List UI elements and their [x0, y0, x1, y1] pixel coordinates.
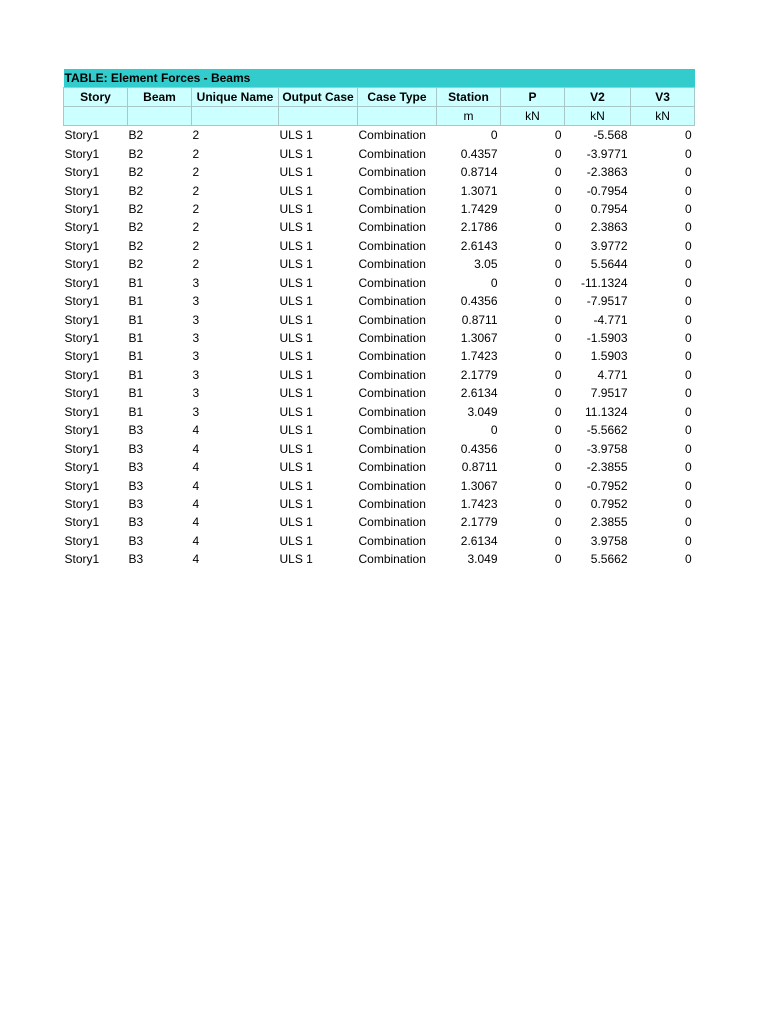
cell-story: Story1 [64, 183, 100, 198]
cell-v2: 2.3855 [590, 515, 628, 530]
cell-v2: -2.3855 [586, 460, 628, 475]
cell-beam: B3 [128, 441, 144, 456]
cell-station: 2.1779 [460, 515, 498, 530]
cell-story: Story1 [64, 386, 100, 401]
cell-output-case: ULS 1 [279, 331, 313, 346]
cell-story: Story1 [64, 312, 100, 327]
cell-output-case: ULS 1 [279, 146, 313, 161]
cell-unique-name: 3 [192, 275, 200, 290]
cell-p: 0 [554, 257, 562, 272]
cell-v2: 0.7954 [590, 201, 628, 216]
cell-v3: 0 [684, 349, 692, 364]
cell-p: 0 [554, 533, 562, 548]
cell-p: 0 [554, 183, 562, 198]
cell-v2: -3.9758 [586, 441, 628, 456]
cell-v2: -5.5662 [586, 423, 628, 438]
cell-story: Story1 [64, 201, 100, 216]
cell-p: 0 [554, 146, 562, 161]
column-header-v3: V3 [631, 88, 695, 107]
cell-station: 0 [490, 423, 498, 438]
cell-v2: 7.9517 [590, 386, 628, 401]
spreadsheet [63, 69, 694, 569]
cell-v3: 0 [684, 275, 692, 290]
cell-v2: -11.1324 [581, 275, 628, 290]
cell-output-case: ULS 1 [279, 367, 313, 382]
cell-p: 0 [554, 294, 562, 309]
table-row [64, 347, 695, 365]
cell-case-type: Combination [358, 460, 426, 475]
unit-case-type [358, 107, 437, 126]
cell-beam: B3 [128, 533, 144, 548]
table-row [64, 439, 695, 457]
cell-p: 0 [554, 460, 562, 475]
cell-unique-name: 3 [192, 367, 200, 382]
cell-p: 0 [554, 165, 562, 180]
cell-output-case: ULS 1 [279, 386, 313, 401]
unit-p: kN [501, 107, 565, 126]
cell-beam: B3 [128, 478, 144, 493]
cell-case-type: Combination [358, 423, 426, 438]
cell-beam: B1 [128, 386, 144, 401]
cell-story: Story1 [64, 515, 100, 530]
cell-v3: 0 [684, 404, 692, 419]
cell-case-type: Combination [358, 349, 426, 364]
cell-v3: 0 [684, 367, 692, 382]
column-header-case-type: Case Type [358, 88, 437, 107]
cell-v2: 0.7952 [590, 496, 628, 511]
cell-unique-name: 2 [192, 220, 200, 235]
cell-v3: 0 [684, 515, 692, 530]
cell-beam: B1 [128, 294, 144, 309]
cell-v3: 0 [684, 496, 692, 511]
cell-station: 1.7423 [460, 496, 498, 511]
unit-v3: kN [631, 107, 695, 126]
cell-station: 0.8711 [461, 312, 498, 327]
column-header-station: Station [437, 88, 501, 107]
cell-v3: 0 [684, 257, 692, 272]
cell-v3: 0 [684, 460, 692, 475]
cell-case-type: Combination [358, 496, 426, 511]
cell-unique-name: 4 [192, 423, 200, 438]
table-row [64, 458, 695, 476]
cell-v3: 0 [684, 386, 692, 401]
cell-p: 0 [554, 386, 562, 401]
cell-beam: B2 [128, 257, 144, 272]
cell-output-case: ULS 1 [279, 349, 313, 364]
cell-story: Story1 [64, 552, 100, 567]
unit-beam [128, 107, 192, 126]
cell-story: Story1 [64, 128, 100, 143]
cell-unique-name: 4 [192, 496, 200, 511]
cell-v3: 0 [684, 238, 692, 253]
cell-story: Story1 [64, 533, 100, 548]
unit-unique-name [192, 107, 279, 126]
table-row [64, 495, 695, 513]
table-row [64, 421, 695, 439]
column-header-p: P [501, 88, 565, 107]
cell-unique-name: 3 [192, 404, 200, 419]
cell-v3: 0 [684, 294, 692, 309]
cell-output-case: ULS 1 [279, 165, 313, 180]
cell-unique-name: 2 [192, 128, 200, 143]
cell-p: 0 [554, 275, 562, 290]
cell-beam: B3 [128, 423, 144, 438]
cell-v3: 0 [684, 312, 692, 327]
cell-p: 0 [554, 201, 562, 216]
cell-case-type: Combination [358, 294, 426, 309]
cell-story: Story1 [64, 460, 100, 475]
cell-v2: -3.9771 [586, 146, 628, 161]
column-header-story: Story [64, 88, 128, 107]
cell-output-case: ULS 1 [279, 460, 313, 475]
cell-p: 0 [554, 478, 562, 493]
table-row [64, 163, 695, 181]
cell-unique-name: 3 [192, 349, 200, 364]
cell-unique-name: 3 [192, 312, 200, 327]
cell-story: Story1 [64, 146, 100, 161]
cell-v2: 2.3863 [590, 220, 628, 235]
cell-case-type: Combination [358, 404, 426, 419]
cell-case-type: Combination [358, 201, 426, 216]
cell-v3: 0 [684, 165, 692, 180]
table-row [64, 181, 695, 199]
cell-unique-name: 4 [192, 460, 200, 475]
cell-output-case: ULS 1 [279, 201, 313, 216]
cell-output-case: ULS 1 [279, 423, 313, 438]
cell-v3: 0 [684, 441, 692, 456]
cell-story: Story1 [64, 257, 100, 272]
cell-v2: 5.5644 [590, 257, 628, 272]
table-body [64, 126, 695, 569]
cell-story: Story1 [64, 367, 100, 382]
cell-case-type: Combination [358, 220, 426, 235]
table-row [64, 550, 695, 568]
cell-output-case: ULS 1 [279, 128, 313, 143]
cell-case-type: Combination [358, 441, 426, 456]
cell-output-case: ULS 1 [279, 238, 313, 253]
cell-v2: -0.7954 [586, 183, 628, 198]
cell-case-type: Combination [358, 367, 426, 382]
cell-case-type: Combination [358, 165, 426, 180]
cell-case-type: Combination [358, 183, 426, 198]
cell-station: 3.049 [467, 404, 498, 419]
cell-output-case: ULS 1 [279, 496, 313, 511]
cell-unique-name: 3 [192, 331, 200, 346]
table-row [64, 513, 695, 531]
cell-unique-name: 2 [192, 201, 200, 216]
cell-output-case: ULS 1 [279, 312, 313, 327]
cell-v2: -0.7952 [586, 478, 628, 493]
cell-p: 0 [554, 441, 562, 456]
table-row [64, 126, 695, 145]
table-row [64, 292, 695, 310]
cell-output-case: ULS 1 [279, 441, 313, 456]
cell-unique-name: 3 [192, 294, 200, 309]
cell-beam: B2 [128, 183, 144, 198]
cell-p: 0 [554, 128, 562, 143]
table-row [64, 532, 695, 550]
table-row [64, 144, 695, 162]
table-title: TABLE: Element Forces - Beams [64, 69, 695, 88]
cell-story: Story1 [64, 404, 100, 419]
cell-beam: B3 [128, 496, 144, 511]
cell-beam: B2 [128, 128, 144, 143]
element-forces-table [63, 69, 695, 569]
cell-station: 2.6134 [460, 533, 498, 548]
cell-story: Story1 [64, 441, 100, 456]
cell-v3: 0 [684, 128, 692, 143]
cell-station: 2.1786 [460, 220, 498, 235]
cell-v3: 0 [684, 552, 692, 567]
column-header-row [64, 88, 695, 107]
cell-output-case: ULS 1 [279, 275, 313, 290]
cell-beam: B1 [128, 312, 144, 327]
cell-station: 3.049 [467, 552, 498, 567]
cell-beam: B2 [128, 238, 144, 253]
cell-beam: B3 [128, 460, 144, 475]
cell-beam: B2 [128, 165, 144, 180]
cell-unique-name: 4 [192, 533, 200, 548]
cell-case-type: Combination [358, 515, 426, 530]
cell-unique-name: 4 [192, 552, 200, 567]
cell-station: 1.7429 [460, 201, 498, 216]
cell-output-case: ULS 1 [279, 220, 313, 235]
cell-station: 1.7423 [460, 349, 498, 364]
table-title-row [64, 69, 695, 88]
cell-v2: 5.5662 [590, 552, 628, 567]
table-row [64, 255, 695, 273]
cell-v2: 1.5903 [590, 349, 628, 364]
cell-beam: B2 [128, 220, 144, 235]
cell-p: 0 [554, 349, 562, 364]
cell-output-case: ULS 1 [279, 183, 313, 198]
column-header-v2: V2 [565, 88, 631, 107]
cell-case-type: Combination [358, 257, 426, 272]
cell-station: 0.4357 [460, 146, 498, 161]
cell-station: 3.05 [474, 257, 498, 272]
cell-beam: B1 [128, 367, 144, 382]
cell-v3: 0 [684, 423, 692, 438]
cell-p: 0 [554, 331, 562, 346]
table-row [64, 384, 695, 402]
cell-beam: B1 [128, 404, 144, 419]
cell-story: Story1 [64, 478, 100, 493]
cell-v2: -5.568 [593, 128, 628, 143]
cell-story: Story1 [64, 238, 100, 253]
cell-beam: B3 [128, 515, 144, 530]
unit-output-case [279, 107, 358, 126]
cell-story: Story1 [64, 294, 100, 309]
column-header-unique-name: Unique Name [192, 88, 279, 107]
unit-station: m [437, 107, 501, 126]
cell-story: Story1 [64, 275, 100, 290]
cell-station: 0.4356 [460, 441, 498, 456]
table-row [64, 274, 695, 292]
cell-v2: 3.9772 [590, 238, 628, 253]
cell-v3: 0 [684, 533, 692, 548]
table-row [64, 237, 695, 255]
cell-case-type: Combination [358, 146, 426, 161]
table-row [64, 329, 695, 347]
cell-case-type: Combination [358, 275, 426, 290]
cell-output-case: ULS 1 [279, 533, 313, 548]
cell-case-type: Combination [358, 478, 426, 493]
cell-v2: -4.771 [593, 312, 628, 327]
cell-output-case: ULS 1 [279, 478, 313, 493]
cell-p: 0 [554, 238, 562, 253]
table-row [64, 403, 695, 421]
cell-unique-name: 2 [192, 183, 200, 198]
cell-story: Story1 [64, 165, 100, 180]
cell-case-type: Combination [358, 128, 426, 143]
unit-story [64, 107, 128, 126]
cell-station: 2.1779 [460, 367, 498, 382]
cell-v2: -7.9517 [586, 294, 628, 309]
cell-v2: 11.1324 [585, 404, 628, 419]
cell-output-case: ULS 1 [279, 552, 313, 567]
cell-beam: B1 [128, 331, 144, 346]
cell-v3: 0 [684, 201, 692, 216]
cell-story: Story1 [64, 331, 100, 346]
cell-case-type: Combination [358, 386, 426, 401]
unit-v2: kN [565, 107, 631, 126]
cell-v3: 0 [684, 331, 692, 346]
cell-unique-name: 2 [192, 146, 200, 161]
cell-output-case: ULS 1 [279, 294, 313, 309]
cell-case-type: Combination [358, 552, 426, 567]
units-row [64, 107, 695, 126]
cell-unique-name: 2 [192, 238, 200, 253]
cell-case-type: Combination [358, 238, 426, 253]
cell-beam: B2 [128, 201, 144, 216]
cell-v2: -1.5903 [586, 331, 628, 346]
cell-station: 0 [490, 275, 498, 290]
cell-p: 0 [554, 552, 562, 567]
cell-station: 0 [490, 128, 498, 143]
column-header-output-case: Output Case [279, 88, 358, 107]
cell-station: 1.3071 [460, 183, 498, 198]
cell-v3: 0 [684, 146, 692, 161]
cell-unique-name: 4 [192, 515, 200, 530]
cell-output-case: ULS 1 [279, 404, 313, 419]
cell-v3: 0 [684, 478, 692, 493]
cell-p: 0 [554, 312, 562, 327]
cell-case-type: Combination [358, 312, 426, 327]
cell-station: 0.8714 [460, 165, 498, 180]
cell-case-type: Combination [358, 331, 426, 346]
cell-station: 0.4356 [460, 294, 498, 309]
cell-story: Story1 [64, 220, 100, 235]
cell-v2: 4.771 [597, 367, 628, 382]
cell-story: Story1 [64, 349, 100, 364]
cell-p: 0 [554, 515, 562, 530]
cell-v2: -2.3863 [586, 165, 628, 180]
cell-unique-name: 3 [192, 386, 200, 401]
cell-p: 0 [554, 423, 562, 438]
cell-story: Story1 [64, 423, 100, 438]
cell-unique-name: 2 [192, 165, 200, 180]
cell-station: 1.3067 [460, 478, 498, 493]
cell-p: 0 [554, 220, 562, 235]
column-header-beam: Beam [128, 88, 192, 107]
table-row [64, 218, 695, 236]
cell-v3: 0 [684, 183, 692, 198]
cell-beam: B1 [128, 275, 144, 290]
table-row [64, 200, 695, 218]
cell-unique-name: 4 [192, 478, 200, 493]
cell-v3: 0 [684, 220, 692, 235]
cell-case-type: Combination [358, 533, 426, 548]
table-row [64, 366, 695, 384]
table-row [64, 476, 695, 494]
cell-beam: B1 [128, 349, 144, 364]
cell-p: 0 [554, 367, 562, 382]
cell-station: 1.3067 [460, 331, 498, 346]
cell-beam: B2 [128, 146, 144, 161]
table-row [64, 310, 695, 328]
cell-unique-name: 2 [192, 257, 200, 272]
cell-p: 0 [554, 404, 562, 419]
cell-story: Story1 [64, 496, 100, 511]
cell-station: 2.6134 [460, 386, 498, 401]
cell-station: 0.8711 [461, 460, 498, 475]
cell-unique-name: 4 [192, 441, 200, 456]
cell-beam: B3 [128, 552, 144, 567]
cell-p: 0 [554, 496, 562, 511]
cell-v2: 3.9758 [590, 533, 628, 548]
cell-output-case: ULS 1 [279, 515, 313, 530]
cell-output-case: ULS 1 [279, 257, 313, 272]
cell-station: 2.6143 [460, 238, 498, 253]
